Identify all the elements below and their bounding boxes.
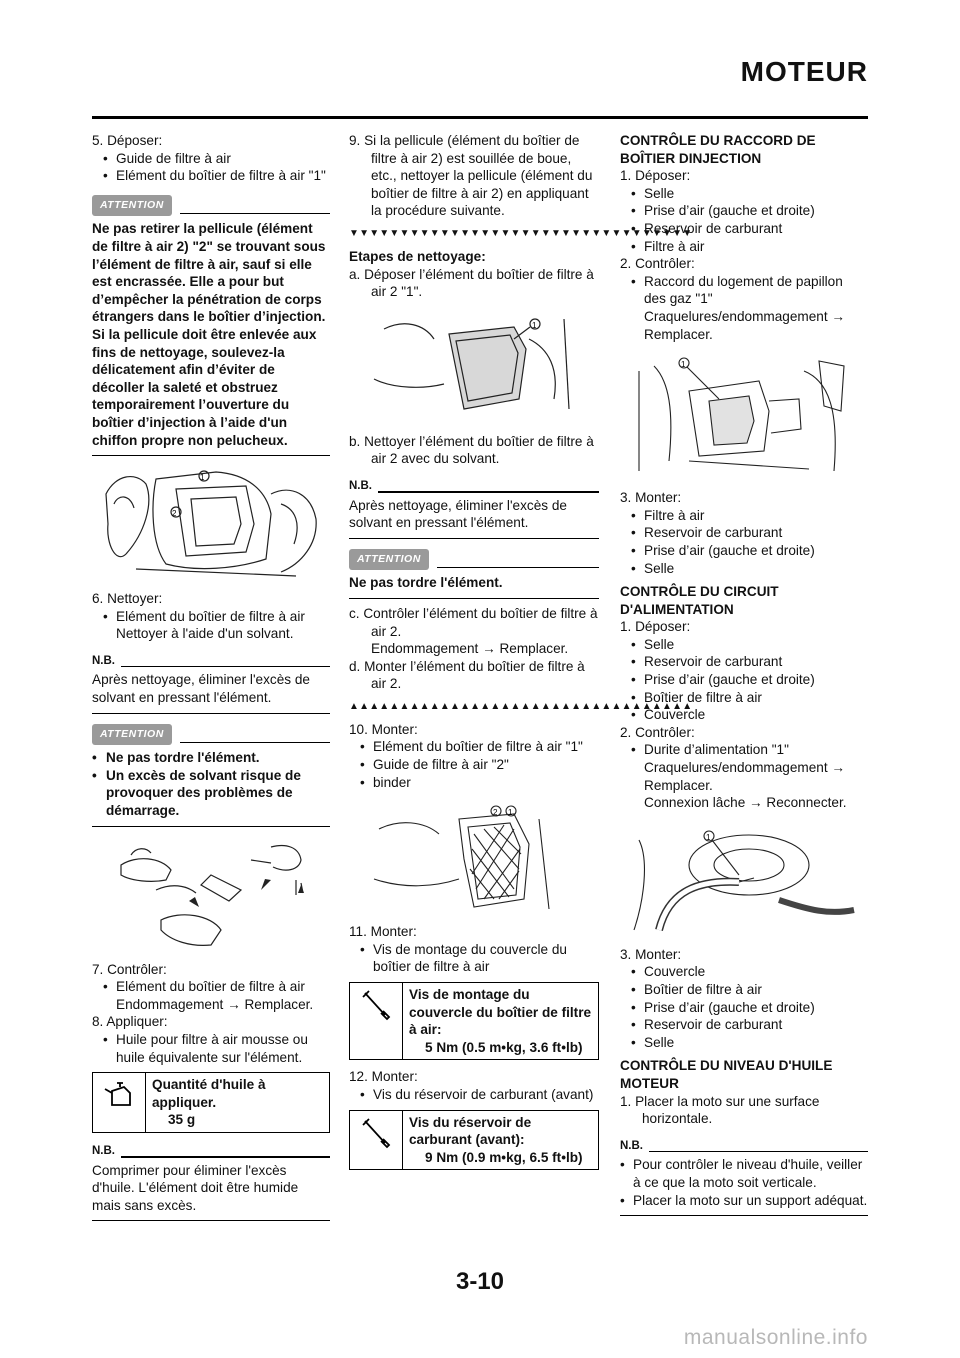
list-item: • Filtre à air bbox=[620, 238, 868, 256]
attention-text: Ne pas retirer la pellicule (élément de filtre à air 2) "2" se trouvant sous l’élément de filtre à air, sauf si elle est encrassée. Elle a pour but d’empêcher la pénétration de corps étrangers dans le boîtier d’injection. Si la pellicule doit être enlevée aux fins de nettoyage, soulevez-la délicatement afin d’éviter de décoller la saleté et obstruez temporairement l’ouverture du boîtier d’injection à l’aide d'un chiffon propre non pelucheux. bbox=[92, 220, 330, 456]
list-item: • Elément du boîtier de filtre à air bbox=[92, 608, 330, 626]
section-title: CONTRÔLE DU NIVEAU D'HUILE MOTEUR bbox=[620, 1058, 833, 1091]
callout-1: 1 bbox=[681, 360, 686, 370]
list-item: • Selle bbox=[620, 1034, 868, 1052]
torque-spec-box bbox=[349, 982, 599, 1060]
step-1: 1. Déposer: bbox=[620, 619, 691, 635]
list-item: • Durite d’alimentation "1" bbox=[620, 741, 868, 759]
list-item: • Un excès de solvant risque de provoquer des problèmes de démarrage. bbox=[92, 767, 330, 820]
footer-watermark: manualsonline.info bbox=[683, 1326, 868, 1349]
list-item: • Placer la moto sur un support adéquat. bbox=[620, 1192, 868, 1210]
callout-2: 2 bbox=[493, 808, 498, 818]
list-item: • Elément du boîtier de filtre à air "1" bbox=[349, 738, 599, 756]
note-label: N.B. bbox=[349, 479, 372, 492]
section-title: CONTRÔLE DU CIRCUIT D'ALIMENTATION bbox=[620, 584, 779, 617]
list-item: • Prise d’air (gauche et droite) bbox=[620, 671, 868, 689]
callout-1: 1 bbox=[200, 473, 205, 483]
fuel-hose-illustration bbox=[629, 820, 859, 938]
attention-badge: ATTENTION bbox=[349, 549, 429, 571]
spec-title: Quantité d'huile à appliquer. bbox=[152, 1077, 266, 1110]
list-item-detail: Connexion lâche → Reconnecter. bbox=[644, 795, 847, 811]
oil-can-icon bbox=[93, 1073, 146, 1132]
callout-1: 1 bbox=[706, 832, 711, 842]
step-1: 1. Placer la moto sur une surface horizontale. bbox=[620, 1093, 820, 1127]
note-box bbox=[349, 478, 599, 539]
note-label: N.B. bbox=[92, 654, 115, 667]
throttle-body-joint-illustration bbox=[629, 351, 859, 481]
list-item: • binder bbox=[349, 774, 599, 792]
step-10: 10. Monter: bbox=[349, 721, 418, 737]
step-7: 7. Contrôler: bbox=[92, 961, 167, 977]
note-box bbox=[92, 1143, 330, 1221]
list-item: • Vis du réservoir de carburant (avant) bbox=[349, 1086, 599, 1104]
list-item: • Prise d’air (gauche et droite) bbox=[620, 542, 868, 560]
list-item: • Raccord du logement de papillon des gaz "1" bbox=[620, 273, 868, 308]
attention-badge: ATTENTION bbox=[92, 724, 172, 746]
spec-value: 9 Nm (0.9 m•kg, 6.5 ft•lb) bbox=[425, 1149, 583, 1165]
step-8: 8. Appliquer: bbox=[92, 1014, 168, 1030]
header-rule bbox=[92, 116, 868, 119]
section-title: CONTRÔLE DU RACCORD DE BOÎTIER DINJECTION bbox=[620, 133, 816, 166]
list-item: • Selle bbox=[620, 185, 868, 203]
filter-installation-illustration bbox=[364, 799, 584, 915]
step-2: 2. Contrôler: bbox=[620, 724, 695, 740]
list-item: • Reservoir de carburant bbox=[620, 1016, 868, 1034]
step-d: d. Monter l’élément du boîtier de filtre à air 2. bbox=[349, 658, 585, 692]
step-5: 5. Déposer: bbox=[92, 133, 163, 148]
spec-box bbox=[92, 1072, 330, 1133]
list-item: • Huile pour filtre à air mousse ou huile équivalente sur l'élément. bbox=[92, 1031, 330, 1066]
air-filter-element-illustration bbox=[364, 309, 584, 425]
callout-2: 2 bbox=[172, 509, 177, 519]
list-item-detail: Craquelures/endommagement → Remplacer. bbox=[644, 308, 845, 342]
list-item: • Reservoir de carburant bbox=[620, 220, 868, 238]
list-item: • Reservoir de carburant bbox=[620, 653, 868, 671]
list-item: • Elément du boîtier de filtre à air bbox=[92, 978, 330, 996]
list-item-detail: Craquelures/endommagement → Remplacer. bbox=[644, 760, 845, 793]
procedure-title: Etapes de nettoyage: bbox=[349, 248, 486, 264]
list-item: • Boîtier de filtre à air bbox=[620, 689, 868, 707]
step-b: b. Nettoyer l’élément du boîtier de filtre à air 2 avec du solvant. bbox=[349, 433, 594, 467]
list-item: • Elément du boîtier de filtre à air "1" bbox=[92, 167, 330, 185]
column-left bbox=[92, 132, 330, 1227]
step-3: 3. Monter: bbox=[620, 490, 682, 506]
list-item: • Guide de filtre à air "2" bbox=[349, 756, 599, 774]
list-item: • Guide de filtre à air bbox=[92, 150, 330, 168]
step-12: 12. Monter: bbox=[349, 1069, 418, 1085]
list-item-detail: Nettoyer à l'aide d'un solvant. bbox=[116, 626, 294, 642]
callout-1: 1 bbox=[532, 320, 537, 330]
attention-text bbox=[92, 749, 330, 826]
note-text: Après nettoyage, éliminer l'excès de solvant en pressant l'élément. bbox=[349, 497, 599, 539]
air-filter-removal-illustration bbox=[96, 464, 326, 582]
procedure-start-marker: ▼▼▼▼▼▼▼▼▼▼▼▼▼▼▼▼▼▼▼▼▼▼▼▼▼▼▼▼▼▼▼▼▼▼ bbox=[349, 227, 693, 239]
wrench-icon bbox=[350, 983, 403, 1059]
page-number: 3-10 bbox=[455, 1268, 505, 1295]
attention-box bbox=[92, 724, 330, 827]
page-title: MOTEUR bbox=[740, 56, 868, 87]
procedure-end-marker: ▲▲▲▲▲▲▲▲▲▲▲▲▲▲▲▲▲▲▲▲▲▲▲▲▲▲▲▲▲▲▲▲▲▲ bbox=[349, 700, 693, 712]
attention-text: Ne pas tordre l'élément. bbox=[349, 574, 599, 599]
spec-value: 5 Nm (0.5 m•kg, 3.6 ft•lb) bbox=[425, 1039, 583, 1055]
column-right bbox=[620, 132, 868, 1222]
step-c: c. Contrôler l’élément du boîtier de filtre à air 2. bbox=[349, 605, 598, 639]
list-item: • Prise d’air (gauche et droite) bbox=[620, 202, 868, 220]
note-text: Comprimer pour éliminer l'excès d'huile. L'élément doit être humide mais sans excès. bbox=[92, 1162, 330, 1222]
step-3: 3. Monter: bbox=[620, 946, 682, 962]
note-text: Après nettoyage, éliminer l'excès de solvant en pressant l'élément. bbox=[92, 671, 330, 713]
note-label: N.B. bbox=[620, 1139, 643, 1152]
torque-spec-box bbox=[349, 1110, 599, 1171]
list-item: • Couvercle bbox=[620, 706, 868, 724]
step-1: 1. Déposer: bbox=[620, 168, 691, 184]
note-text bbox=[620, 1156, 868, 1216]
filter-cleaning-illustration bbox=[101, 835, 321, 953]
list-item: • Selle bbox=[620, 636, 868, 654]
step-11: 11. Monter: bbox=[349, 924, 417, 940]
list-item: • Pour contrôler le niveau d'huile, veiller à ce que la moto soit verticale. bbox=[620, 1156, 868, 1191]
list-item: • Selle bbox=[620, 560, 868, 578]
list-item: • Reservoir de carburant bbox=[620, 524, 868, 542]
list-item-detail: Endommagement → Remplacer. bbox=[116, 996, 314, 1012]
spec-title: Vis de montage du couvercle du boîtier de filtre à air: bbox=[409, 987, 592, 1038]
step-2: 2. Contrôler: bbox=[620, 256, 695, 272]
wrench-icon bbox=[350, 1111, 403, 1170]
note-label: N.B. bbox=[92, 1144, 115, 1157]
list-item: • Ne pas tordre l'élément. bbox=[92, 749, 330, 767]
list-item: • Couvercle bbox=[620, 963, 868, 981]
attention-box bbox=[349, 549, 599, 599]
list-item: • Filtre à air bbox=[620, 507, 868, 525]
callout-1: 1 bbox=[508, 808, 513, 818]
spec-title: Vis du réservoir de carburant (avant): bbox=[409, 1114, 532, 1148]
step-a: a. Déposer l’élément du boîtier de filtre à air 2 "1". bbox=[349, 266, 594, 300]
attention-box bbox=[92, 195, 330, 456]
step-6: 6. Nettoyer: bbox=[92, 591, 163, 607]
list-item: • Prise d’air (gauche et droite) bbox=[620, 999, 868, 1017]
step-c-detail: Endommagement → Remplacer. bbox=[371, 641, 569, 657]
list-item: • Vis de montage du couvercle du boîtier de filtre à air bbox=[349, 941, 599, 976]
attention-badge: ATTENTION bbox=[92, 195, 172, 217]
list-item: • Boîtier de filtre à air bbox=[620, 981, 868, 999]
spec-value: 35 g bbox=[168, 1112, 196, 1128]
note-box bbox=[620, 1138, 868, 1216]
step-9: 9. Si la pellicule (élément du boîtier de filtre à air 2) est souillée de boue, etc., nettoyer la pellicule (élément du boîtier de filtre à air 2) en appliquant la procédure suivante. bbox=[349, 133, 593, 219]
note-box bbox=[92, 653, 330, 714]
